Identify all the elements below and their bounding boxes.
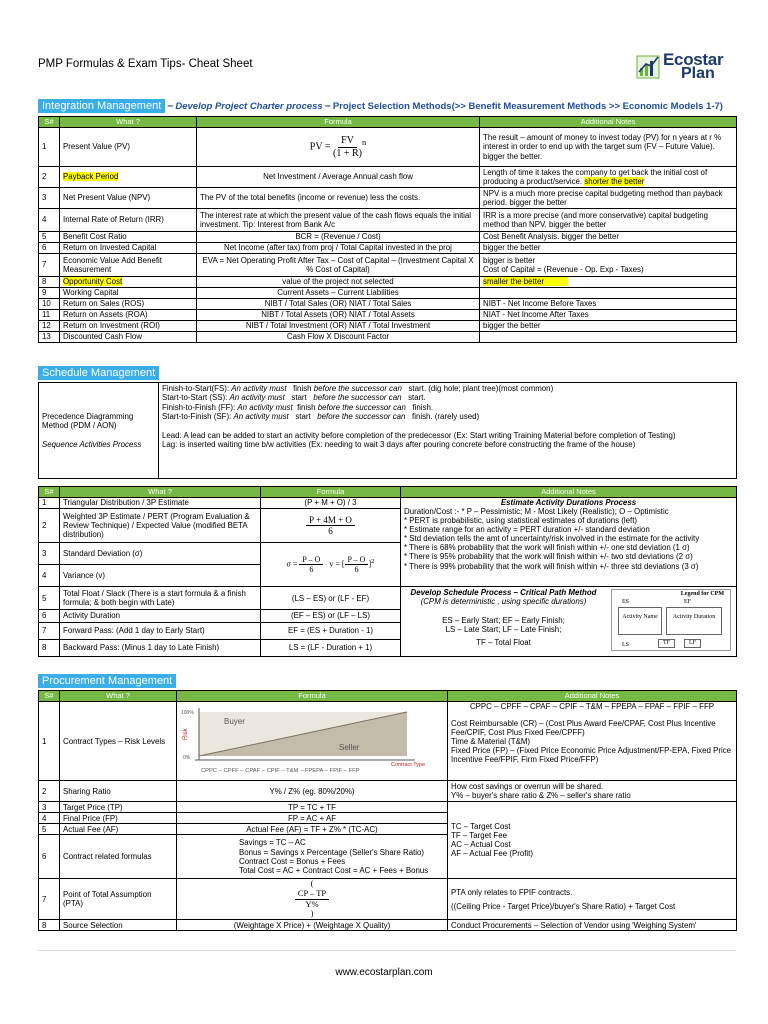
lag-text: Lag: is inserted waiting time b/w activities (Ex: needing to wait 3 days after pouring concrete before constructing the frame of the house) [162,440,636,450]
notes-line: TC – Target Cost [451,821,511,831]
row-what: Discounted Cash Flow [60,332,197,343]
row-number: 13 [39,332,60,343]
table-header-row [39,691,737,702]
formula-line: Total Cost = AC + Contract Cost = AC + Fees + Bonus [239,865,429,875]
notes-line: Fixed Price (FP) – (Fixed Price Economic Price Adjustment/FP-EPA, Fixed Price Incentive Fee/FPIF, Firm Fixed Price/FFP) [451,746,732,765]
integration-section-title [38,99,723,113]
highlight-text: Opportunity Cost [63,277,123,287]
dep-verb: start [291,393,307,403]
dep-text: before the successor can [313,384,402,393]
row-number: 4 [39,209,60,232]
row-number: 10 [39,299,60,310]
legend-title: Legend for CPM [680,591,724,597]
cpm-sub: (CPM is deterministic , using specific durations) [420,597,587,607]
col-header: Formula [261,487,401,498]
dep-text: before the successor can [317,412,406,422]
pert-num: P + 4M + O [306,515,355,526]
sd-den: 6 [309,565,314,574]
row-formula: LS = (LF - Duration + 1) [261,639,401,656]
notes-line: Duration/Cost :- * P – Pessimistic; M - Most Likely (Realistic); O – Optimistic [404,507,669,517]
row-notes [480,167,737,188]
row-formula: The PV of the total benefits (income or revenue) less the costs. [197,188,480,209]
table-row [39,299,737,310]
notes-line: ((Ceiling Price - Target Price)/buyer's Share Ratio) + Target Cost [451,901,676,911]
procurement-title: Procurement Management [38,674,176,688]
integration-table [38,116,737,343]
notes-line: How cost savings or overrun will be shared. [451,782,604,791]
row-notes [480,288,737,299]
integration-subtitle-2: Project Selection Methods [332,100,452,112]
schedule-title: Schedule Management [38,366,159,380]
highlight-text: Payback Period [63,172,119,182]
row-number: 4 [39,565,60,587]
row-number: 5 [39,232,60,243]
row-formula: The interest rate at which the present value of the cash flows equals the initial investment. Tip: Interest from Bank A/c [197,209,480,232]
footer-url[interactable]: www.ecostarplan.com [335,967,433,978]
pta-num: CP – TP [295,889,329,900]
seq-label: Sequence Activities Process [42,440,142,450]
table-row [39,587,737,610]
table-header-row [39,487,737,498]
dep-type: Finish-to-Start(FS): [162,384,230,393]
legend-ls: LS [622,642,630,648]
pv-num: FV [338,135,357,148]
pta-den: Y% [305,898,319,909]
title-sep: – [167,100,174,112]
schedule-section-title [38,366,159,380]
notes-line: AF – Actual Fee (Profit) [451,849,534,859]
risk-chart-svg [179,704,441,776]
dep-type: Finish-to-Finish (FF): [162,402,236,412]
row-number: 2 [39,167,60,188]
table-row [39,243,737,254]
row-number: 6 [39,243,60,254]
dep-verb: finish. [412,402,434,412]
pdm-line [162,403,733,412]
row-what: Internal Rate of Return (IRR) [60,209,197,232]
row-what: Target Price (TP) [60,802,177,813]
row-formula: NIBT / Total Investment (OR) NIAT / Total Investment [197,321,480,332]
legend-tf: TF [658,639,675,648]
col-header: What ? [60,487,261,498]
row-number: 1 [39,128,60,167]
dep-verb: start. [408,393,426,403]
row-number: 5 [39,824,60,835]
row-number: 2 [39,781,60,802]
row-notes: bigger the better [480,243,737,254]
row-what: Benefit Cost Ratio [60,232,197,243]
row-formula [177,835,448,879]
row-formula: Actual Fee (AF) = TF + Z% * (TC-AC) [177,824,448,835]
col-header: Additional Notes [401,487,737,498]
row-number: 3 [39,802,60,813]
row-formula: FP = AC + AF [177,813,448,824]
notes-line: Cost Reimbursable (CR) – (Cost Plus Award Fee/CPAF, Cost Plus Incentive Fee/CPIF, Cost Plus Fixed Fee/CPFF) [451,719,716,738]
cpm-line: ES – Early Start; EF – Early Finish; [442,616,565,626]
table-row [39,920,737,931]
row-notes: The result – amount of money to invest today (PV) for n years at r % interest in order to end up with the target sum (FV – Future Value). bigger the better. [480,128,737,167]
dep-verb: start. (dig hole; plant tree)(most common) [408,384,554,393]
dep-text: An activity must [233,412,289,422]
table-row [39,277,737,288]
dep-text: before the successor can [317,402,406,412]
notes-line: * PERT is probabilistic, using statistical estimates of durations (left) [404,516,638,526]
cpm-line: TF – Total Float [476,638,531,648]
row-formula: EVA = Net Operating Profit After Tax – Cost of Capital – (Investment Capital X % Cost of Capital) [197,254,480,277]
row-number: 7 [39,879,60,920]
row-formula: Y% / Z% (eg. 80%/20%) [177,781,448,802]
row-what: Triangular Distribution / 3P Estimate [60,498,261,509]
pdm-content [159,383,737,479]
legend-activity-name: Activity Name [618,607,662,635]
row-notes: Cost Benefit Analysis. bigger the better [480,232,737,243]
row-notes: NIBT - Net Income Before Taxes [480,299,737,310]
pdm-row [39,383,737,479]
legend-ef: EF [684,599,692,605]
row-what: Backward Pass: (Minus 1 day to Late Finish) [60,639,261,656]
pert-den: 6 [328,526,333,536]
pv-lhs: PV = [309,141,331,153]
pdm-line [162,412,733,421]
row-what: Standard Deviation (σ) [60,543,261,565]
notes-line: Time & Material (T&M) [451,737,531,747]
dep-text: An activity must [237,402,293,412]
table-row [39,288,737,299]
var-exp: 2 [371,557,375,565]
row-number: 3 [39,188,60,209]
legend-es: ES [622,599,630,605]
col-header: Formula [177,691,448,702]
sd-variance-formula: σ = $\frac{P - O}{6}$ v = [ $\frac{P - O}{6}$ ]$^2$ [261,543,401,587]
row-formula: (Weightage X Price) + (Weightage X Quality) [177,920,448,931]
table-row [39,332,737,343]
row-what [60,277,197,288]
row-formula: (LS – ES) or (LF - EF) [261,587,401,610]
dep-verb: start [295,412,311,422]
row-formula: TP = TC + TF [177,802,448,813]
table-row [39,781,737,802]
logo-word-plan: Plan [681,65,715,82]
row-notes [448,879,737,920]
formula-line: Contract Cost = Bonus + Fees [239,856,346,866]
row-number: 1 [39,498,60,509]
col-header: S# [39,117,60,128]
row-what: Total Float / Slack (There is a start formula & a finish formula; & both begin with Late) [60,587,261,610]
row-formula: NIBT / Total Sales (OR) NIAT / Total Sales [197,299,480,310]
table-row [39,254,737,277]
legend-lf: LF [684,639,701,648]
row-what: Source Selection [60,920,177,931]
notes-line: TF – Target Fee [451,831,507,840]
row-notes [448,781,737,802]
pv-exp: n [362,137,367,147]
sd-num: P – O [299,555,323,565]
dep-text: An activity must [231,384,287,393]
page-title: PMP Formulas & Exam Tips- Cheat Sheet [38,58,253,70]
pv-den: (1 + R) [333,147,363,159]
label-contract-type: Contract Type [391,762,426,768]
row-what: Contract Types – Risk Levels [60,702,177,781]
row-what: Net Present Value (NPV) [60,188,197,209]
cpm-title: Develop Schedule Process – Critical Path Method [410,588,597,597]
col-header: Additional Notes [480,117,737,128]
row-notes: NIAT - Net Income After Taxes [480,310,737,321]
row-number: 12 [39,321,60,332]
row-number: 8 [39,639,60,656]
row-formula: Cash Flow X Discount Factor [197,332,480,343]
row-what: Forward Pass: (Add 1 day to Early Start) [60,622,261,639]
row-formula: value of the project not selected [197,277,480,288]
dep-type: Start-to-Finish (SF): [162,412,232,422]
row-what: Final Price (FP) [60,813,177,824]
dep-text: An activity must [229,393,285,403]
highlight-text: shorter the better [584,177,645,186]
pert-formula [261,509,401,543]
cpm-notes [401,587,737,657]
integration-title: Integration Management [38,99,165,113]
pdm-labels [39,383,159,479]
schedule-table [38,486,737,657]
var-num: P – O [345,555,369,565]
row-notes: Conduct Procurements – Selection of Vendor using 'Weighing System' [448,920,737,931]
row-what: Sharing Ratio [60,781,177,802]
row-notes: IRR is a more precise (and more conservative) capital budgeting method than NPV. bigger the better [480,209,737,232]
table-row [39,702,737,781]
notes-line: AC – Actual Cost [451,840,511,850]
title-sep: – [324,100,331,112]
notes-line: * Estimate range for an activity = PERT duration +/- standard deviation [404,525,650,535]
dep-verb: finish. (rarely used) [412,412,480,422]
table-row [39,167,737,188]
row-formula: NIBT / Total Assets (OR) NIAT / Total Assets [197,310,480,321]
row-what: Point of Total Assumption (PTA) [60,879,177,920]
formula-line: Savings = TC – AC [239,838,306,848]
table-row [39,310,737,321]
row-number: 6 [39,835,60,879]
estimate-notes [401,498,737,587]
table-row [39,498,737,509]
notes-line: * There is 95% probability that the work will finish within +/- two std deviations (2 σ) [404,552,693,562]
row-what: Working Capital [60,288,197,299]
procurement-table [38,690,737,931]
row-what: Return on Assets (ROA) [60,310,197,321]
row-what [60,167,197,188]
row-number: 7 [39,254,60,277]
row-formula: Net Investment / Average Annual cash flow [197,167,480,188]
integration-subtitle-1: Develop Project Charter process [175,100,323,112]
table-row [39,232,737,243]
col-header: What ? [60,117,197,128]
row-number: 6 [39,610,60,622]
pta-formula: ( CP – TP Y% ) [177,879,448,920]
row-number: 7 [39,622,60,639]
pdm-label: Precedence Diagramming Method (PDM / AON) [42,411,134,430]
notes-line: * There is 68% probability that the work will finish within +/- one std deviation (1 σ) [404,543,690,553]
pdm-line [162,393,733,402]
col-header: S# [39,691,60,702]
highlight-text: smaller the better [483,277,568,286]
dep-verb: finish [297,402,316,412]
row-notes: bigger the better [480,321,737,332]
lead-text: Lead: A lead can be added to start an activity before completion of the predecessor (Ex: Start writing Training Material before completion of Testing) [162,430,676,440]
row-number: 1 [39,702,60,781]
risk-chart [177,702,448,781]
dep-verb: finish [293,384,312,393]
var-lhs: v = [329,559,340,569]
table-row [39,128,737,167]
row-number: 11 [39,310,60,321]
row-number: 8 [39,277,60,288]
footer-divider [38,950,736,951]
row-notes [448,702,737,781]
logo-mark-icon [636,54,662,80]
row-notes: NPV is a much more precise capital budgeting method than payback period. bigger the better [480,188,737,209]
row-notes [448,802,737,879]
chart-axis-labels: CPPC – CPFF – CPAF – CPIF – T&M – FPEPA – FPIF – FFP [201,768,360,774]
pdm-table [38,382,737,479]
table-header-row [39,117,737,128]
label-buyer: Buyer [224,717,245,726]
row-formula: Net Income (after tax) from proj / Total Capital invested in the proj [197,243,480,254]
cpm-line: LS – Late Start; LF – Late Finish; [445,625,562,635]
ecostarplan-logo [636,50,736,84]
notes-line: Y% – buyer's share ratio & Z% – seller's share ratio [451,791,631,801]
row-notes: bigger is better Cost of Capital = (Revenue - Op. Exp - Taxes) [480,254,737,277]
notes-text: Length of time it takes the company to get back the initial cost of producing a product/service. [483,167,708,186]
row-formula: EF = (ES + Duration - 1) [261,622,401,639]
row-formula: (EF – ES) or (LF – LS) [261,610,401,622]
row-what: Variance (v) [60,565,261,587]
row-number: 2 [39,509,60,543]
notes-line: * There is 99% probability that the work will finish within +/- three std deviations (3 σ) [404,561,699,571]
row-notes [480,277,737,288]
legend-activity-duration: Activity Duration [666,607,722,635]
row-what: Contract related formulas [60,835,177,879]
pdm-line [162,384,733,393]
row-number: 8 [39,920,60,931]
col-header: What ? [60,691,177,702]
logo-word-ecostar: Ecostar [663,50,724,69]
table-row [39,321,737,332]
row-what: Return on Invested Capital [60,243,197,254]
notes-line: * Std deviation tells the amt of uncertainty/risk involved in the estimate for the activity [404,534,700,544]
col-header: S# [39,487,60,498]
row-number: 9 [39,288,60,299]
row-number: 5 [39,587,60,610]
row-what: Return on Sales (ROS) [60,299,197,310]
table-row [39,188,737,209]
notes-line: CPPC – CPFF – CPAF – CPIF – T&M – FPEPA – FPAF – FPIF – FFP [469,702,715,711]
formula-line: Bonus = Savings x Percentage (Seller's Share Ratio) [239,847,425,857]
var-den: 6 [354,565,359,574]
row-what: Actual Fee (AF) [60,824,177,835]
row-notes [480,332,737,343]
label-0: 0% [183,755,191,761]
notes-line: PTA only relates to FPIF contracts. [451,887,573,897]
dep-type: Start-to-Start (SS): [162,393,228,403]
label-risk: Risk [183,728,189,740]
row-formula: Current Assets – Current Liabilities [197,288,480,299]
col-header: Additional Notes [448,691,737,702]
notes-heading: Estimate Activity Durations Process [500,498,637,507]
col-header: Formula [197,117,480,128]
row-what: Economic Value Add Benefit Measurement [60,254,197,277]
table-row [39,879,737,920]
pv-formula [197,128,480,167]
row-number: 3 [39,543,60,565]
row-what: Weighted 3P Estimate / PERT (Program Evaluation & Review Technique) / Expected Value (modified BETA distribution) [60,509,261,543]
table-row [39,802,737,813]
label-seller: Seller [339,743,360,752]
dep-text: before the successor can [313,393,402,403]
procurement-section-title [38,674,176,688]
row-formula: BCR = (Revenue / Cost) [197,232,480,243]
row-what: Return on Investment (ROI) [60,321,197,332]
row-formula: (P + M + O) / 3 [261,498,401,509]
label-100: 100% [181,710,194,716]
table-row [39,209,737,232]
cpm-legend [606,587,736,656]
row-what: Present Value (PV) [60,128,197,167]
sd-lhs: σ = [286,559,298,569]
row-what: Activity Duration [60,610,261,622]
row-number: 4 [39,813,60,824]
integration-subtitle-3: (>> Benefit Measurement Methods >> Economic Models 1-7) [451,100,723,112]
